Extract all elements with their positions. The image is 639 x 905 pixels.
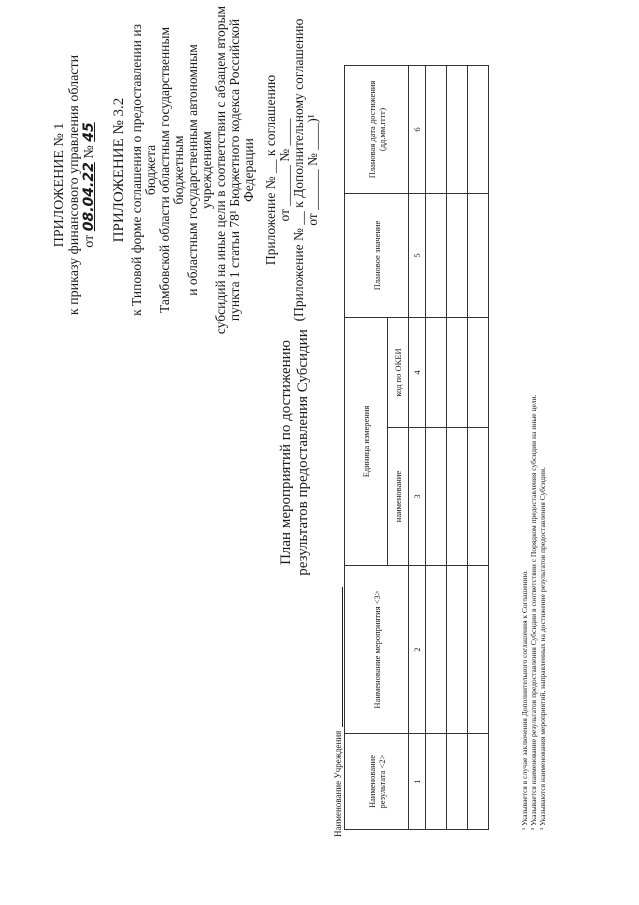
footnote-3: ³ Указываются наименования мероприятий, направленных на достижение результатов предоставления Субсидии. — [538, 467, 547, 830]
header-event: Наименование мероприятия <3> — [345, 566, 409, 734]
typical-form-line: Тамбовской области областным государственным бюджетным — [157, 26, 186, 314]
institution-label: Наименование Учреждения — [333, 730, 343, 837]
header-unit-okei: код по ОКЕИ — [388, 317, 409, 427]
plan-title: План мероприятий по достижению результатов предоставления Субсидии — [278, 329, 311, 576]
footnote-2: ² Указывается наименование результатов предоставления Субсидии в соответствии с Порядком предоставления субсидии на иные цели. — [529, 394, 538, 830]
order-annex-header — [52, 35, 97, 335]
column-number-row: 1 2 3 4 5 6 — [409, 65, 426, 829]
table-row — [426, 65, 447, 829]
typical-form-line: субсидий на иные цели в соответствии с абзацем вторым — [213, 5, 228, 335]
footnotes — [520, 66, 547, 830]
annex-agreement-line: Приложение № __ к соглашению — [263, 74, 278, 266]
annex-additional-line: (Приложение № __ к Дополнительному соглашению — [291, 18, 306, 322]
institution-blank-line — [342, 587, 343, 727]
table-row — [447, 65, 468, 829]
header-plan-value: Плановое значение — [345, 193, 409, 317]
institution-name-field — [333, 587, 343, 837]
header-unit: Единица измерения — [345, 317, 388, 565]
plan-table — [344, 65, 489, 830]
table-row — [468, 65, 489, 829]
handwritten-number: 45 — [81, 122, 97, 142]
header-unit-name: наименование — [388, 428, 409, 566]
order-reference: к приказу финансового управления области — [67, 54, 82, 316]
typical-form-line: и областным государственным автономным учреждениям — [185, 44, 214, 296]
annex-title: ПРИЛОЖЕНИЕ № 1 — [52, 122, 67, 248]
typical-form-title: ПРИЛОЖЕНИЕ № 3.2 — [111, 97, 127, 243]
header-plan-date: Плановая дата достижения (дд.мм.гггг) — [345, 65, 409, 193]
annex-agreement-date: от ______ № ____ — [277, 118, 292, 222]
annex-additional-date: от ______ № ____)¹ — [305, 114, 320, 226]
typical-form-line: к Типовой форме соглашения о предоставлении из бюджета — [129, 24, 158, 316]
typical-form-line: Федерации — [241, 138, 256, 202]
typical-form-line: пункта 1 статьи 78¹ Бюджетного кодекса Российской — [227, 18, 242, 322]
handwritten-date: 08.04.22 — [81, 162, 97, 232]
footnote-1: ¹ Указывается в случае заключения Дополнительного соглашения к Соглашению. — [520, 569, 529, 830]
header-result: Наименование результата <2> — [345, 734, 409, 830]
order-date-number: от 08.04.22 № 45 — [81, 122, 97, 248]
